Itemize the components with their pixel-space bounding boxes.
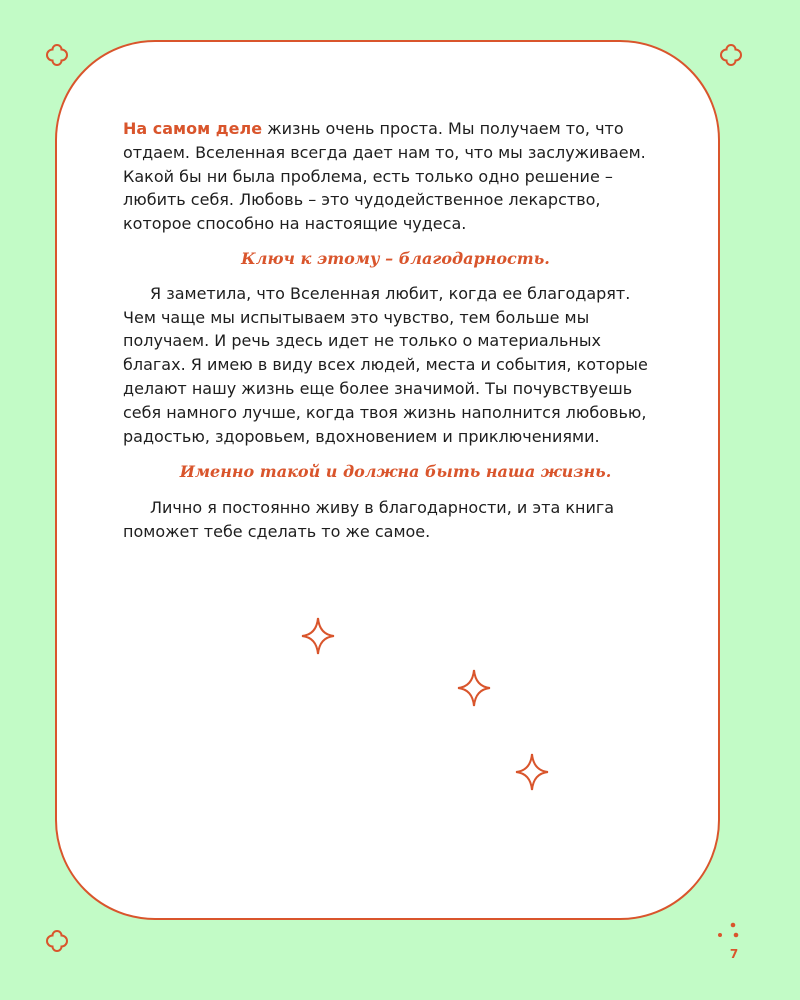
corner-flower-icon [44,42,70,68]
dots-ornament-icon [716,920,740,946]
sparkle-icon [300,616,336,656]
sparkle-icon [514,752,550,792]
page-number: 7 [729,947,739,961]
paragraph-1-body: жизнь очень проста. Мы получаем то, что отдаем. Вселенная всегда дает нам то, что мы заслуживаем. Какой бы ни была проблема, есть только одно решение – любить себя. Любовь – это чудодейственное лекарство, которое способно на настоящие чудеса. [123,119,646,234]
paragraph-2: Я заметила, что Вселенная любит, когда ее благодарят. Чем чаще мы испытываем это чувство, тем больше мы получаем. И речь здесь идет не только о материальных благах. Я имею в виду всех людей, места и события, которые делают нашу жизнь еще более значимой. Ты почувствуешь себя намного лучше, когда твоя жизнь наполнится любовью, радостью, здоровьем, вдохновением и приключениями. [123,283,648,446]
callout-gratitude-key: Ключ к этому – благодарность. [241,248,550,268]
corner-flower-icon [44,928,70,954]
page-text [123,117,668,544]
sparkle-icon [456,668,492,708]
paragraph-1-highlight: На самом деле [123,119,263,138]
callout-life-should-be: Именно такой и должна быть наша жизнь. [179,462,612,482]
paragraph-1 [123,117,668,236]
corner-flower-icon [718,42,744,68]
paragraph-3: Лично я постоянно живу в благодарности, и эта книга поможет тебе сделать то же самое. [123,498,615,541]
